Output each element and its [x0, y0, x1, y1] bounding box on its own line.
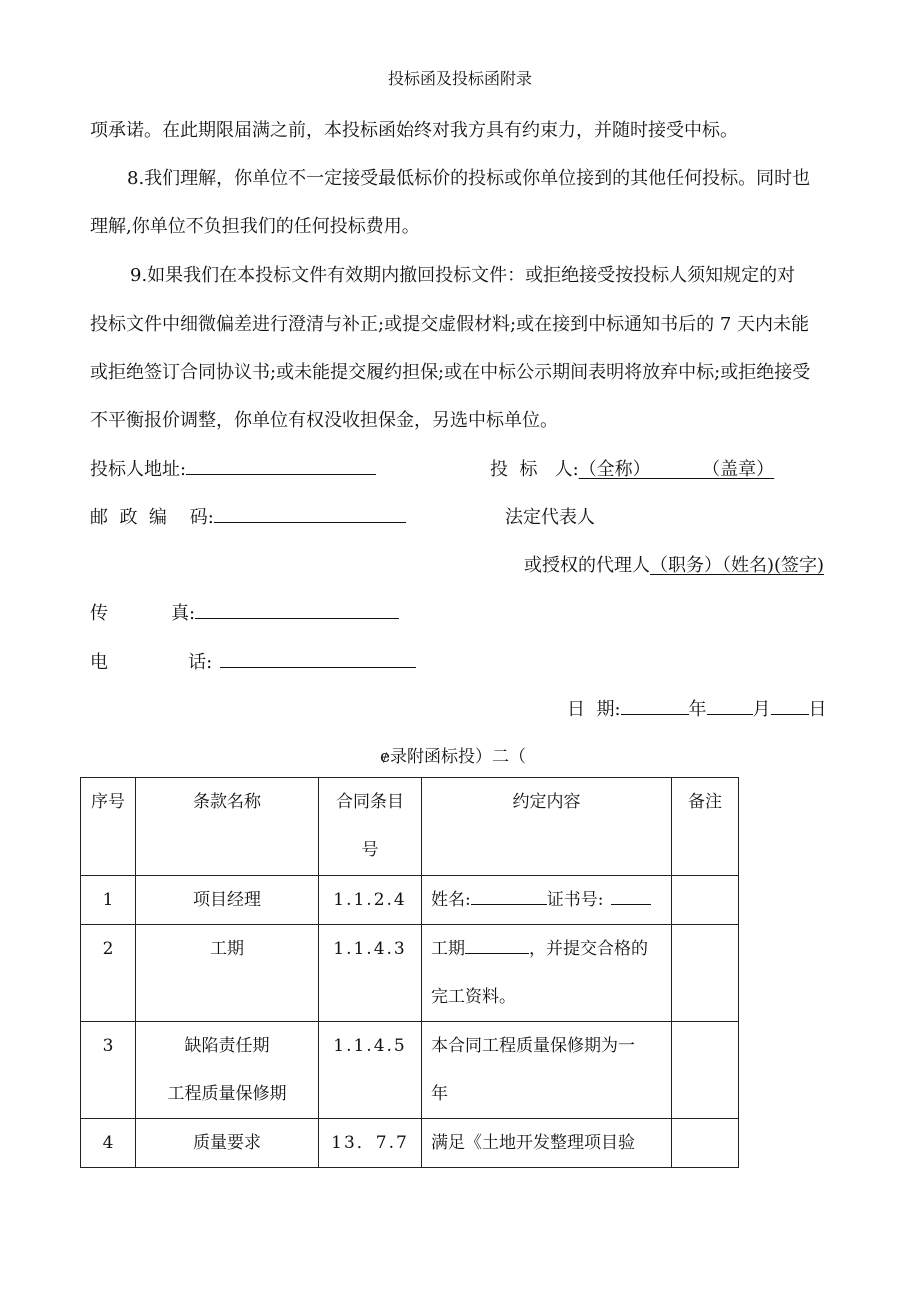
- clause-9-line-2: 投标文件中细微偏差进行澄清与补正;或提交虚假材料;或在接到中标通知书后的 7 天内未能: [90, 314, 810, 335]
- row-remark: [672, 876, 739, 925]
- month-blank: [707, 696, 753, 715]
- postcode-label: 邮 政 编 码:: [90, 507, 214, 528]
- row-remark: [672, 1119, 739, 1168]
- certificate-blank: [611, 886, 651, 905]
- header-clause-no-line-2: 号: [361, 840, 379, 860]
- year-blank: [621, 696, 689, 715]
- agent-label: 或授权的代理人: [524, 555, 650, 576]
- appendix-table: [80, 777, 739, 1168]
- row-clause-name: 工期: [136, 925, 319, 1022]
- appendix-title: ɇ录附函标投）二（: [380, 747, 527, 767]
- page-header-title: 投标函及投标函附录: [387, 69, 532, 88]
- row-clause-no: 1.1.4.3: [319, 925, 422, 1022]
- certificate-label: 证书号:: [546, 890, 604, 910]
- row-remark: [672, 1022, 739, 1119]
- day-blank: [771, 696, 809, 715]
- row-clause-name: [136, 1022, 319, 1119]
- row-no: 3: [81, 1022, 136, 1119]
- row-content: [422, 876, 672, 925]
- header-clause-no-line-1: 合同条目: [336, 792, 404, 812]
- row-remark: [672, 925, 739, 1022]
- header-content: 约定内容: [422, 778, 672, 876]
- clause-9-line-1: 9.如果我们在本投标文件有效期内撤回投标文件：或拒绝接受按投标人须知规定的对: [130, 265, 796, 286]
- row-content-line-2: 完工资料。: [431, 987, 516, 1007]
- duration-label: 工期: [431, 939, 465, 959]
- row-clause-name: 项目经理: [136, 876, 319, 925]
- table-row: [81, 876, 739, 925]
- header-clause-no: [319, 778, 422, 876]
- row-no: 4: [81, 1119, 136, 1168]
- row-no: 1: [81, 876, 136, 925]
- row-content-line-1: 本合同工程质量保修期为一: [431, 1036, 635, 1056]
- bidder-address-field: [90, 455, 376, 481]
- name-label: 姓名:: [431, 890, 471, 910]
- table-row: [81, 925, 739, 1022]
- row-clause-no: 13．7.7: [319, 1119, 422, 1168]
- bidder-address-label: 投标人地址:: [90, 459, 187, 480]
- table-row: [81, 1022, 739, 1119]
- date-day-label: 日: [808, 699, 827, 720]
- bidder-address-blank: [186, 456, 376, 475]
- row-clause-no: 1.1.2.4: [319, 876, 422, 925]
- header-remark: 备注: [672, 778, 739, 876]
- clause-9-line-4: 不平衡报价调整，你单位有权没收担保金，另选中标单位。: [90, 410, 558, 431]
- postcode-field: [90, 503, 406, 529]
- fax-field: [90, 599, 399, 625]
- clause-8-line-1: 8.我们理解，你单位不一定接受最低标价的投标或你单位接到的其他任何投标。同时也: [127, 168, 811, 189]
- date-label: 日 期:: [567, 699, 621, 720]
- row-content: [422, 1022, 672, 1119]
- phone-label: 电 话:: [90, 652, 213, 673]
- row-clause-no: 1.1.4.5: [319, 1022, 422, 1119]
- table-header-row: [81, 778, 739, 876]
- bidder-label: 投 标 人:: [490, 459, 579, 480]
- agent-field: [524, 551, 824, 577]
- row-no: 2: [81, 925, 136, 1022]
- postcode-blank: [214, 504, 406, 523]
- row-clause-name: 质量要求: [136, 1119, 319, 1168]
- paragraph-continuation: 项承诺。在此期限届满之前，本投标函始终对我方具有约束力，并随时接受中标。: [90, 120, 738, 141]
- table-row: [81, 1119, 739, 1168]
- fax-blank: [195, 600, 399, 619]
- bidder-value: （全称） （盖章）: [578, 459, 775, 480]
- row-content: 满足《土地开发整理项目验: [422, 1119, 672, 1168]
- row-content-line-2: 年: [431, 1084, 448, 1104]
- clause-8-line-2: 理解,你单位不负担我们的任何投标费用。: [90, 216, 420, 237]
- header-clause-name: 条款名称: [136, 778, 319, 876]
- agent-value: （职务）（姓名)(签字): [650, 555, 825, 576]
- name-blank: [471, 886, 547, 905]
- row-content: [422, 925, 672, 1022]
- date-year-label: 年: [688, 699, 707, 720]
- duration-suffix: ，并提交合格的: [529, 939, 648, 959]
- legal-rep-label: 法定代表人: [505, 507, 595, 528]
- row-clause-name-line-2: 工程质量保修期: [167, 1084, 287, 1104]
- clause-9-line-3: 或拒绝签订合同协议书;或未能提交履约担保;或在中标公示期间表明将放弃中标;或拒绝接受: [90, 362, 811, 383]
- date-month-label: 月: [752, 699, 771, 720]
- header-no: 序号: [81, 778, 136, 876]
- fax-label: 传 真:: [90, 603, 196, 624]
- date-field: [567, 695, 827, 721]
- duration-blank: [465, 935, 529, 954]
- phone-blank: [220, 649, 416, 668]
- row-clause-name-line-1: 缺陷责任期: [184, 1036, 270, 1056]
- bidder-name-field: [490, 455, 774, 481]
- phone-field: [90, 648, 416, 674]
